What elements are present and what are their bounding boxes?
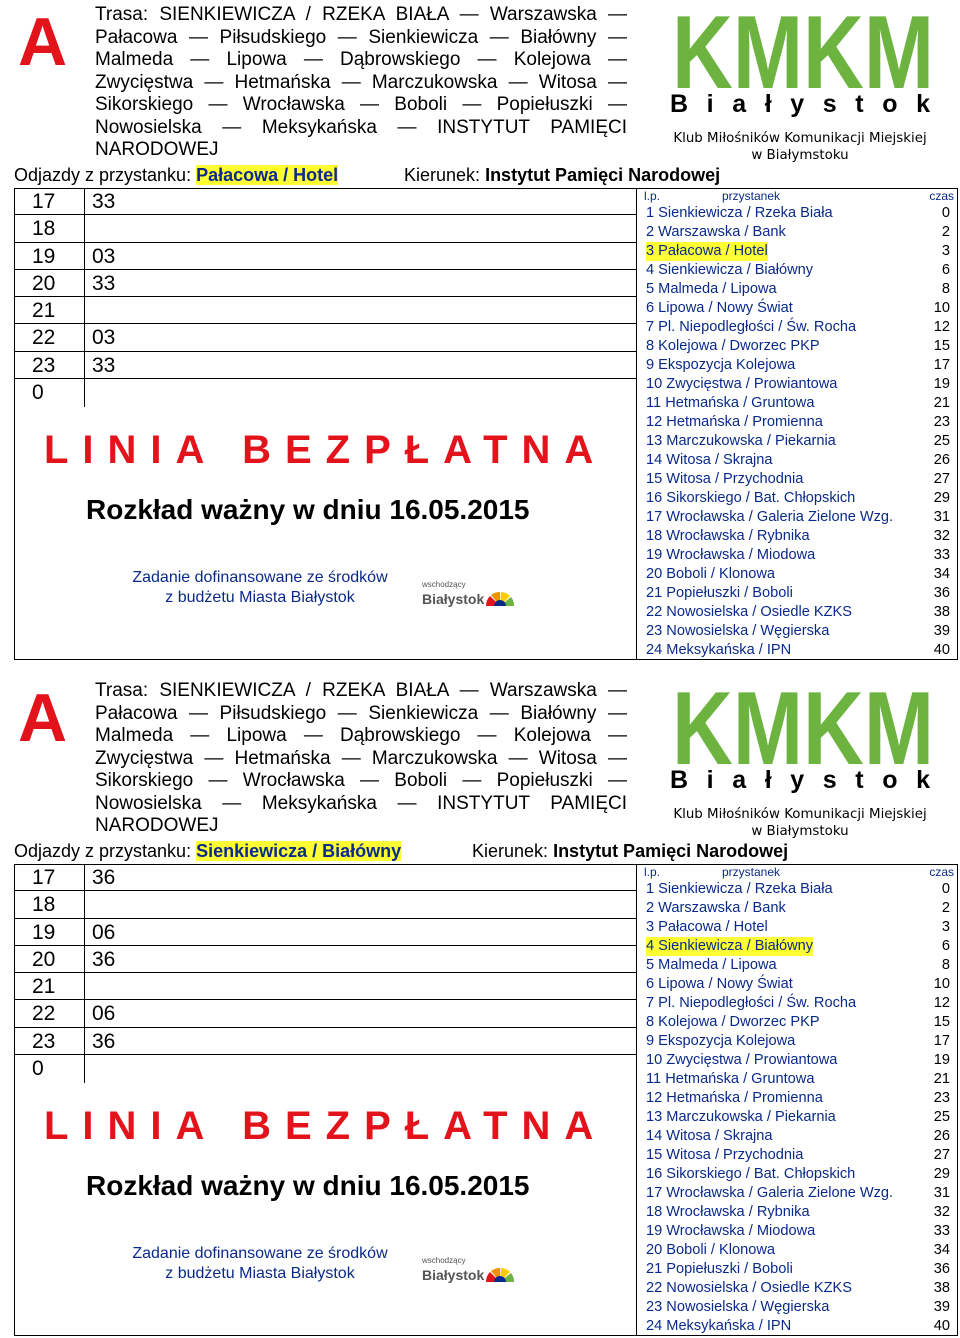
- stop-row: [644, 508, 954, 527]
- stop-row: [644, 918, 954, 937]
- timetable-panel: [0, 676, 960, 1338]
- hour-cell: 23: [32, 353, 56, 377]
- stop-time: 25: [933, 433, 950, 449]
- stop-time: 40: [933, 642, 950, 658]
- sunrise-icon: [486, 1268, 514, 1282]
- stop-time: 17: [933, 357, 950, 373]
- col-stop: przystanek: [722, 865, 781, 879]
- hour-cell: 18: [32, 217, 56, 241]
- stop-name: 14 Witosa / Skrajna: [646, 452, 773, 468]
- funding-note: [120, 1244, 400, 1284]
- funding-note: [120, 568, 400, 608]
- hour-row: [14, 188, 636, 215]
- col-time: czas: [929, 865, 954, 879]
- stop-name: 22 Nowosielska / Osiedle KZKS: [646, 604, 853, 620]
- funding-line-1: Zadanie dofinansowane ze środków: [132, 569, 388, 586]
- stop-row: [644, 1279, 954, 1298]
- stop-name: 10 Zwycięstwa / Prowiantowa: [646, 376, 838, 392]
- cell-divider: [84, 1000, 85, 1027]
- stop-time: 0: [941, 881, 950, 897]
- validity-date: Rozkład ważny w dniu 16.05.2015: [86, 1170, 530, 1201]
- stop-time: 8: [941, 957, 950, 973]
- stop-name: 19 Wrocławska / Miodowa: [646, 547, 816, 563]
- hour-row: [14, 324, 636, 351]
- stop-name: 23 Nowosielska / Węgierska: [646, 1299, 830, 1315]
- stop-row: [644, 1146, 954, 1165]
- hour-row: [14, 946, 636, 973]
- funding-line-2: z budżetu Miasta Białystok: [165, 1265, 355, 1282]
- stop-row: [644, 337, 954, 356]
- stop-name: 9 Ekspozycja Kolejowa: [646, 1033, 796, 1049]
- stop-name: 8 Kolejowa / Dworzec PKP: [646, 1014, 820, 1030]
- stop-time: 6: [941, 262, 950, 278]
- club-city: w Białymstoku: [751, 824, 849, 839]
- stop-time: 10: [933, 300, 950, 316]
- hour-cell: 22: [32, 326, 56, 350]
- hour-cell: 20: [32, 947, 56, 971]
- stop-row: [644, 242, 954, 261]
- col-lp: l.p.: [644, 865, 661, 879]
- stop-time: 25: [933, 1109, 950, 1125]
- stop-time: 0: [941, 205, 950, 221]
- stop-time: 31: [933, 509, 950, 525]
- stop-time: 33: [933, 547, 950, 563]
- stop-name: 10 Zwycięstwa / Prowiantowa: [646, 1052, 838, 1068]
- hour-row: [14, 864, 636, 891]
- route-description: Trasa: SIENKIEWICZA / RZEKA BIAŁA — Warszawska — Pałacowa — Piłsudskiego — Sienkiewicza — Białówny — Malmeda — Lipowa — Dąbrowskiego — Kolejowa — Zwycięstwa — Hetmańska — Marczukowska — Witosa — Sikorskiego — Wrocławska — Boboli — Popiełuszki — Nowosielska — Meksykańska — INSTYTUT PAMIĘCI NARODOWEJ: [95, 680, 627, 836]
- stop-time: 19: [933, 1052, 950, 1068]
- stop-time: 36: [933, 1261, 950, 1277]
- stop-row: [644, 394, 954, 413]
- cell-divider: [84, 1055, 85, 1083]
- stop-row: [644, 1184, 954, 1203]
- stop-time: 6: [941, 938, 950, 954]
- stop-row: [644, 1222, 954, 1241]
- stop-time: 26: [933, 1128, 950, 1144]
- hour-cell: 0: [32, 381, 44, 405]
- stop-row: [644, 880, 954, 899]
- stop-name: 14 Witosa / Skrajna: [646, 1128, 773, 1144]
- stop-name: 7 Pl. Niepodległości / Św. Rocha: [646, 319, 857, 335]
- hour-cell: 21: [32, 975, 56, 999]
- cell-divider: [84, 352, 85, 379]
- stop-row: [644, 546, 954, 565]
- stop-name: 21 Popiełuszki / Boboli: [646, 1261, 793, 1277]
- line-letter: A: [18, 680, 68, 756]
- cell-divider: [84, 270, 85, 297]
- kmkm-logo: [662, 0, 942, 164]
- stop-row: [644, 489, 954, 508]
- cell-divider: [84, 891, 85, 918]
- stop-row: [644, 937, 954, 956]
- hour-row: [14, 973, 636, 1000]
- stop-name: 3 Pałacowa / Hotel: [646, 919, 768, 935]
- direction-label: Kierunek:: [472, 841, 549, 861]
- stop-row: [644, 451, 954, 470]
- stop-time: 21: [933, 395, 950, 411]
- stop-time: 38: [933, 1280, 950, 1296]
- stop-time: 2: [941, 224, 950, 240]
- stop-name: 18 Wrocławska / Rybnika: [646, 1204, 810, 1220]
- minutes-cell: 33: [92, 190, 116, 213]
- stop-time: 21: [933, 1071, 950, 1087]
- stop-row: [644, 1127, 954, 1146]
- stop-time: 34: [933, 566, 950, 582]
- stop-time: 12: [933, 319, 950, 335]
- stop-name: 21 Popiełuszki / Boboli: [646, 585, 793, 601]
- stop-name: 2 Warszawska / Bank: [646, 224, 786, 240]
- stop-time: 15: [933, 338, 950, 354]
- cell-divider: [84, 324, 85, 351]
- stop-row: [644, 1070, 954, 1089]
- stops-header: [644, 190, 954, 204]
- club-name: Klub Miłośników Komunikacji Miejskiej: [673, 807, 927, 822]
- stop-name: 12 Hetmańska / Promienna: [646, 414, 823, 430]
- stop-name: 24 Meksykańska / IPN: [646, 1318, 792, 1334]
- stop-name: 16 Sikorskiego / Bat. Chłopskich: [646, 1166, 856, 1182]
- stop-name: 3 Pałacowa / Hotel: [646, 243, 768, 259]
- minutes-cell: 36: [92, 947, 116, 971]
- stop-time: 27: [933, 471, 950, 487]
- wb-logo-small: wschodzący: [422, 580, 466, 589]
- stop-row: [644, 603, 954, 622]
- stop-time: 17: [933, 1033, 950, 1049]
- stop-name: 12 Hetmańska / Promienna: [646, 1090, 823, 1106]
- stop-time: 39: [933, 1299, 950, 1315]
- stop-time: 12: [933, 995, 950, 1011]
- minutes-cell: 03: [92, 326, 116, 350]
- stop-name: 11 Hetmańska / Gruntowa: [646, 395, 815, 411]
- minutes-cell: 03: [92, 244, 116, 268]
- free-line-banner: LINIA BEZPŁATNA: [44, 1104, 608, 1148]
- hour-cell: 17: [32, 190, 56, 213]
- stop-time: 31: [933, 1185, 950, 1201]
- stop-time: 19: [933, 376, 950, 392]
- minutes-cell: 33: [92, 271, 116, 295]
- stop-name: 6 Lipowa / Nowy Świat: [646, 300, 793, 316]
- stop-time: 38: [933, 604, 950, 620]
- cell-divider: [84, 1028, 85, 1055]
- stop-row: [644, 622, 954, 641]
- stop-row: [644, 899, 954, 918]
- funding-line-1: Zadanie dofinansowane ze środków: [132, 1245, 388, 1262]
- cell-divider: [84, 919, 85, 946]
- stop-row: [644, 1203, 954, 1222]
- validity-date: Rozkład ważny w dniu 16.05.2015: [86, 494, 530, 525]
- stop-name: 9 Ekspozycja Kolejowa: [646, 357, 796, 373]
- current-stop: Sienkiewicza / Białówny: [196, 841, 402, 861]
- sunrise-icon: [486, 592, 514, 606]
- stop-time: 3: [941, 243, 950, 259]
- hour-row: [14, 379, 636, 406]
- cell-divider: [84, 188, 85, 215]
- stop-time: 29: [933, 490, 950, 506]
- stop-row: [644, 1089, 954, 1108]
- stop-row: [644, 432, 954, 451]
- cell-divider: [84, 215, 85, 242]
- minutes-cell: 06: [92, 1002, 116, 1026]
- stop-name: 1 Sienkiewicza / Rzeka Biała: [646, 205, 833, 221]
- kmkm-logo-text: KMKM: [672, 0, 934, 111]
- stop-time: 29: [933, 1166, 950, 1182]
- hour-cell: 0: [32, 1057, 44, 1081]
- hour-row: [14, 297, 636, 324]
- free-line-banner: LINIA BEZPŁATNA: [44, 428, 608, 472]
- stop-row: [644, 1032, 954, 1051]
- hour-cell: 23: [32, 1029, 56, 1053]
- stop-row: [644, 223, 954, 242]
- stops-list: [644, 866, 954, 1336]
- hour-cell: 21: [32, 299, 56, 323]
- hour-row: [14, 1055, 636, 1082]
- hour-row: [14, 352, 636, 379]
- stop-time: 27: [933, 1147, 950, 1163]
- stop-row: [644, 956, 954, 975]
- stop-row: [644, 1013, 954, 1032]
- cell-divider: [84, 973, 85, 1000]
- stop-name: 4 Sienkiewicza / Białówny: [646, 938, 814, 954]
- hour-row: [14, 1028, 636, 1055]
- hour-row: [14, 919, 636, 946]
- stop-time: 23: [933, 1090, 950, 1106]
- stop-name: 4 Sienkiewicza / Białówny: [646, 262, 814, 278]
- departures-header: [14, 164, 338, 186]
- departures-label: Odjazdy z przystanku:: [14, 841, 192, 861]
- departures-label: Odjazdy z przystanku:: [14, 165, 192, 185]
- stop-time: 32: [933, 528, 950, 544]
- hour-cell: 18: [32, 893, 56, 917]
- hour-row: [14, 1000, 636, 1027]
- stop-name: 19 Wrocławska / Miodowa: [646, 1223, 816, 1239]
- stop-time: 36: [933, 585, 950, 601]
- cell-divider: [84, 243, 85, 270]
- stop-time: 15: [933, 1014, 950, 1030]
- stop-row: [644, 1165, 954, 1184]
- stop-row: [644, 204, 954, 223]
- stop-row: [644, 280, 954, 299]
- wschodzacy-bialystok-logo: [420, 1246, 520, 1296]
- stop-name: 23 Nowosielska / Węgierska: [646, 623, 830, 639]
- cell-divider: [84, 946, 85, 973]
- stop-time: 40: [933, 1318, 950, 1334]
- minutes-cell: 06: [92, 920, 116, 944]
- cell-divider: [84, 297, 85, 324]
- stop-name: 5 Malmeda / Lipowa: [646, 957, 777, 973]
- stop-row: [644, 1317, 954, 1336]
- stop-row: [644, 527, 954, 546]
- stop-row: [644, 318, 954, 337]
- stop-row: [644, 1260, 954, 1279]
- hour-cell: 19: [32, 920, 56, 944]
- line-letter: A: [18, 4, 68, 80]
- stop-name: 18 Wrocławska / Rybnika: [646, 528, 810, 544]
- cell-divider: [84, 379, 85, 407]
- stop-name: 20 Boboli / Klonowa: [646, 1242, 775, 1258]
- stop-row: [644, 1241, 954, 1260]
- col-stop: przystanek: [722, 189, 781, 203]
- kmkm-logo-city: B i a ł y s t o k: [670, 90, 930, 118]
- hours-table: [14, 864, 636, 1082]
- hour-row: [14, 215, 636, 242]
- hour-row: [14, 891, 636, 918]
- minutes-cell: 36: [92, 1029, 116, 1053]
- departures-header: [14, 840, 401, 862]
- stop-name: 11 Hetmańska / Gruntowa: [646, 1071, 815, 1087]
- stop-row: [644, 470, 954, 489]
- stop-name: 15 Witosa / Przychodnia: [646, 1147, 804, 1163]
- stop-row: [644, 261, 954, 280]
- stop-name: 15 Witosa / Przychodnia: [646, 471, 804, 487]
- stop-row: [644, 413, 954, 432]
- stop-row: [644, 1298, 954, 1317]
- club-name: Klub Miłośników Komunikacji Miejskiej: [673, 131, 927, 146]
- hour-cell: 19: [32, 244, 56, 268]
- stop-row: [644, 975, 954, 994]
- stop-name: 1 Sienkiewicza / Rzeka Biała: [646, 881, 833, 897]
- stop-name: 17 Wrocławska / Galeria Zielone Wzg.: [646, 509, 894, 525]
- col-time: czas: [929, 189, 954, 203]
- stops-header: [644, 866, 954, 880]
- direction-header: [404, 164, 720, 186]
- stop-time: 34: [933, 1242, 950, 1258]
- stop-name: 8 Kolejowa / Dworzec PKP: [646, 338, 820, 354]
- stop-name: 7 Pl. Niepodległości / Św. Rocha: [646, 995, 857, 1011]
- stop-name: 22 Nowosielska / Osiedle KZKS: [646, 1280, 853, 1296]
- stop-name: 20 Boboli / Klonowa: [646, 566, 775, 582]
- wb-logo-big: Białystok: [422, 1267, 485, 1283]
- stop-time: 26: [933, 452, 950, 468]
- hour-row: [14, 243, 636, 270]
- stops-list: [644, 190, 954, 660]
- stop-name: 24 Meksykańska / IPN: [646, 642, 792, 658]
- direction-label: Kierunek:: [404, 165, 481, 185]
- stop-row: [644, 299, 954, 318]
- stop-row: [644, 641, 954, 660]
- hour-cell: 22: [32, 1002, 56, 1026]
- stop-name: 13 Marczukowska / Piekarnia: [646, 433, 836, 449]
- direction-value: Instytut Pamięci Narodowej: [485, 165, 721, 185]
- col-lp: l.p.: [644, 189, 661, 203]
- stop-name: 6 Lipowa / Nowy Świat: [646, 976, 793, 992]
- club-city: w Białymstoku: [751, 148, 849, 163]
- minutes-cell: 33: [92, 353, 116, 377]
- hour-cell: 20: [32, 271, 56, 295]
- wschodzacy-bialystok-logo: [420, 570, 520, 620]
- stop-time: 3: [941, 919, 950, 935]
- hour-row: [14, 270, 636, 297]
- stop-time: 23: [933, 414, 950, 430]
- stop-name: 5 Malmeda / Lipowa: [646, 281, 777, 297]
- stop-time: 32: [933, 1204, 950, 1220]
- hours-table: [14, 188, 636, 406]
- stop-row: [644, 994, 954, 1013]
- stop-name: 17 Wrocławska / Galeria Zielone Wzg.: [646, 1185, 894, 1201]
- wb-logo-big: Białystok: [422, 591, 485, 607]
- direction-value: Instytut Pamięci Narodowej: [553, 841, 789, 861]
- stop-row: [644, 1051, 954, 1070]
- direction-header: [472, 840, 788, 862]
- cell-divider: [84, 864, 85, 891]
- stop-row: [644, 565, 954, 584]
- kmkm-logo: [662, 676, 942, 840]
- stop-time: 10: [933, 976, 950, 992]
- route-description: Trasa: SIENKIEWICZA / RZEKA BIAŁA — Warszawska — Pałacowa — Piłsudskiego — Sienkiewicza — Białówny — Malmeda — Lipowa — Dąbrowskiego — Kolejowa — Zwycięstwa — Hetmańska — Marczukowska — Witosa — Sikorskiego — Wrocławska — Boboli — Popiełuszki — Nowosielska — Meksykańska — INSTYTUT PAMIĘCI NARODOWEJ: [95, 4, 627, 160]
- stop-name: 13 Marczukowska / Piekarnia: [646, 1109, 836, 1125]
- current-stop: Pałacowa / Hotel: [196, 165, 339, 185]
- wb-logo-small: wschodzący: [422, 1256, 466, 1265]
- stop-time: 2: [941, 900, 950, 916]
- stop-time: 33: [933, 1223, 950, 1239]
- stop-row: [644, 584, 954, 603]
- kmkm-logo-city: B i a ł y s t o k: [670, 766, 930, 794]
- stop-row: [644, 375, 954, 394]
- funding-line-2: z budżetu Miasta Białystok: [165, 589, 355, 606]
- stop-name: 2 Warszawska / Bank: [646, 900, 786, 916]
- minutes-cell: 36: [92, 866, 116, 889]
- stop-row: [644, 356, 954, 375]
- stop-name: 16 Sikorskiego / Bat. Chłopskich: [646, 490, 856, 506]
- hour-cell: 17: [32, 866, 56, 889]
- kmkm-logo-text: KMKM: [672, 676, 934, 787]
- stop-time: 39: [933, 623, 950, 639]
- timetable-panel: [0, 0, 960, 662]
- stop-time: 8: [941, 281, 950, 297]
- stop-row: [644, 1108, 954, 1127]
